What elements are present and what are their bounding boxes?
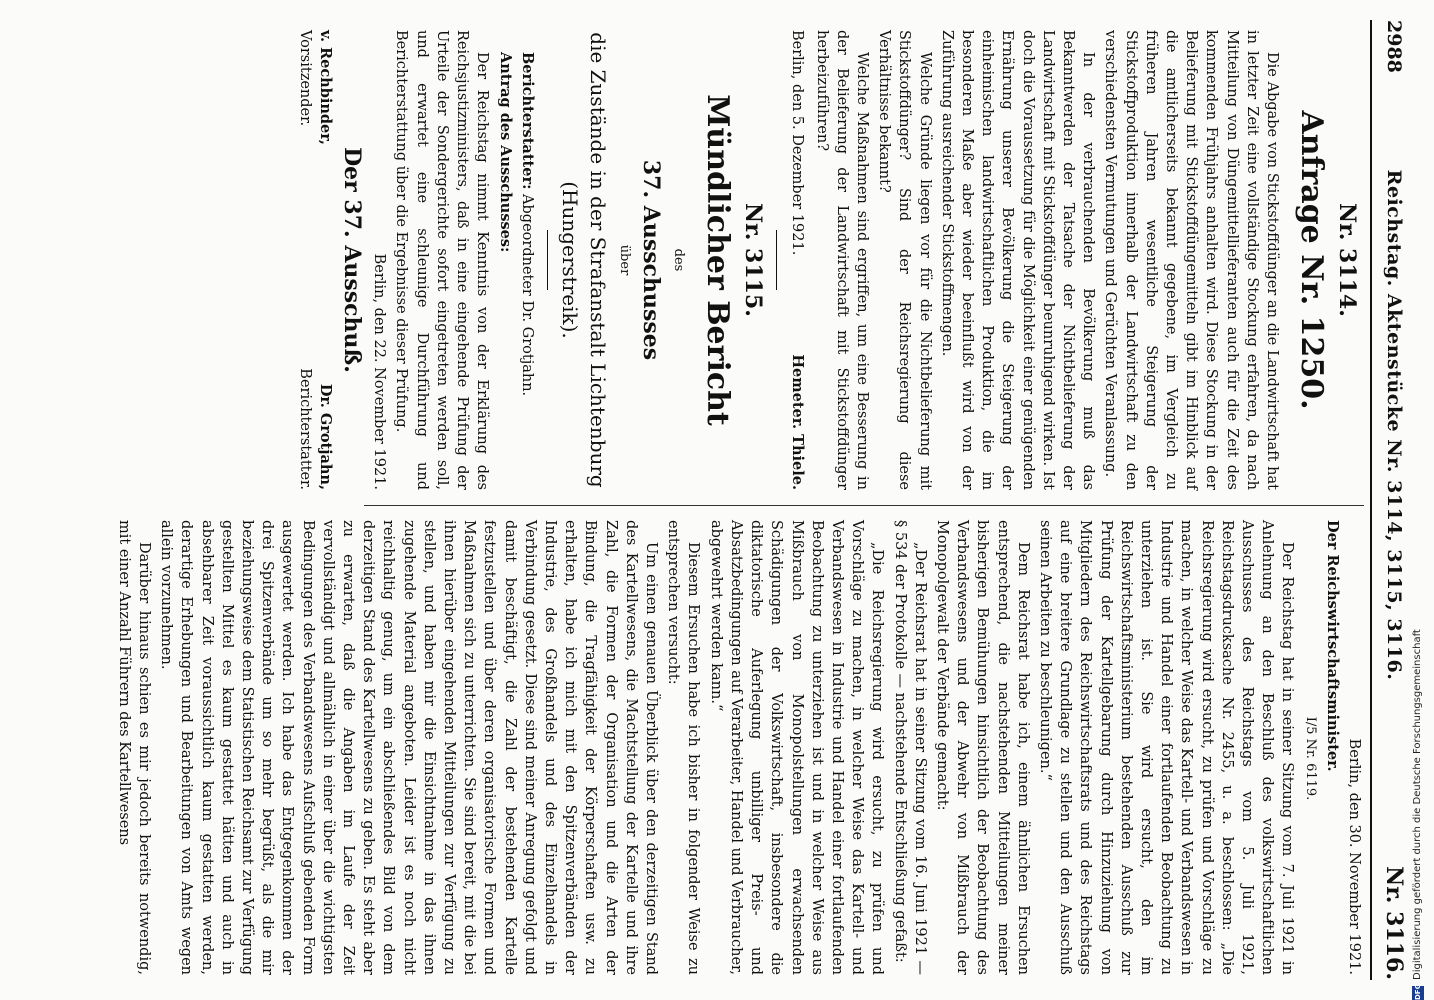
- doc2-rapporteur-label: Berichterstatter:: [518, 52, 536, 190]
- doc2-ueber: über: [616, 244, 632, 276]
- header-rule: [1370, 20, 1372, 980]
- doc2-des: des: [671, 248, 687, 272]
- separator-rule: [547, 230, 548, 290]
- doc2-chair-name: v. Rechbinder,: [317, 30, 335, 145]
- doc1-date: Berlin, den 5. Dezember 1921.: [789, 30, 806, 256]
- page-number: 2988: [1383, 20, 1405, 73]
- right-column: [112, 520, 1364, 975]
- doc2-rapporteur-line: [517, 30, 537, 490]
- left-column: [291, 30, 1364, 490]
- doc1-signatories: Hemeter. Thiele.: [789, 354, 807, 490]
- doc2-rapporteur: Abgeordneter Dr. Grotjahn.: [518, 194, 535, 397]
- doc3-date: Berlin, den 30. November 1921.: [1346, 738, 1362, 975]
- doc2-chair-role: Vorsitzender.: [296, 30, 313, 127]
- doc2-signatures: [295, 30, 335, 490]
- doc2-title: Mündlicher Bericht: [700, 94, 736, 426]
- doc3-number: Nr. 3116.: [1381, 866, 1407, 980]
- doc3-paragraph: Um einen genauen Überblick über den derzeitigen Stand des Kartellwesens, die Machtstellung der Kartelle und ihre Zahl, die Formen der Organisation und die Arten der Bindung, die Tragfähigkeit der Körperschaften usw. zu erhalten, habe ich mich mit den Spitzenverbänden der Industrie, des Großhandels und des Einzelhandels in Verbindung gesetzt. Diese sind meiner Anregung gefolgt und damit beschäftigt, die Zahl der bestehenden Kartelle festzustellen und über deren organisatorische Formen und Maßnahmen sich zu unterrichten. Sie sind bereit, mit die bei ihnen hierüber eingehenden Mitteilungen zur Verfügung zu stellen, und haben mir die Einsichtnahme in das ihnen zugehende Material angeboten. Leider ist es noch nicht reichhaltig genug, um ein abschließendes Bild von dem derzeitigen Stand des Kartellwesens zu geben. Es steht aber zu erwarten, daß die Angaben im Laufe der Zeit vervollständigt und allmählich in einer über die wichtigsten Bedingungen des Verbandswesens Aufschluß gebenden Form ausgewertet werden. Ich habe das Entgegenkommen der drei Spitzenverbände um so mehr begrüßt, als die mir beziehungsweise dem Statistischen Reichsamt zur Verfügung gestellten Mittel es kaum gestattet hätten und auch in absehbarer Zeit voraussichtlich kaum gestatten werden, derartige Erhebungen und Bearbeitungen von Amts wegen allein vorzunehmen.: [158, 520, 660, 975]
- dfg-logo: DFG: [1414, 983, 1422, 1000]
- doc2-committee: 37. Ausschusses: [637, 159, 664, 361]
- doc1-paragraph: In der verbrauchenden Bevölkerung muß das Bekanntwerden der Tatsache der Nichtbelieferung der Landwirtschaft mit Stickstoffdünger beunruhigend wirken. Ist doch die Voraussetzung für die Möglichkeit einer genügenden Ernährung unserer Bevölkerung die Steigerung der einheimischen landwirtschaftlichen Produktion, die im besonderen Maße aber wieder beeinflußt wird von der Zuführung ausreichender Stickstoffmengen.: [938, 30, 1097, 490]
- doc2-rapporteur-role: Berichterstatter.: [296, 368, 313, 490]
- separator-rule: [776, 230, 777, 290]
- doc2-committee-signature: Der 37. Ausschuß.: [339, 147, 366, 373]
- doc2-date: Berlin, den 22. November 1921.: [371, 253, 388, 490]
- doc1-paragraph: Die Abgabe von Stickstoffdünger an die Landwirtschaft hat in letzter Zeit eine vollständige Stockung erfahren, da nach Mitteilung von Düngemittellieferanten auch für die Zeit des kommenden Frühjahrs anhalten wird. Diese Stockung in der Belieferung mit Stickstoffdüngemitteln gibt im Hinblick auf die amtlicherseits bekannt gegebene, im Vergleich zu früheren Jahren wesentliche Steigerung der Stickstoffproduktion innerhalb der Landwirtschaft zu den verschiedensten Vermutungen und Gerüchten Veranlassung.: [1102, 30, 1280, 490]
- digitization-credit: [1408, 440, 1428, 1000]
- doc2-subject: die Zustände in der Strafanstalt Lichtenburg: [585, 32, 610, 488]
- doc3-reference: I/5 Nr. 6119.: [1302, 716, 1318, 801]
- doc3-paragraph: Diesem Ersuchen habe ich bisher in folgender Weise zu entsprechen versucht:: [665, 520, 702, 975]
- doc3-addressee: Der Reichswirtschaftsminister.: [1323, 520, 1341, 772]
- doc1-paragraph: Welche Maßnahmen sind ergriffen, um eine Besserung in der Belieferung der Landwirtschaft mit Stickstoffdünger herbeizuführen?: [813, 30, 870, 490]
- doc1-signature-row: [787, 30, 807, 490]
- doc3-paragraph: Der Reichstag hat in seiner Sitzung vom 7. Juli 1921 in Anlehnung an den Beschluß des volkswirtschaftlichen Ausschusses des Reichstags vom 5. Juli 1921, Reichstagsdrucksache Nr. 2455, u. a. beschlossen: „Die Reichsregierung wird ersucht, zu prüfen und Vorschläge zu machen, in welcher Weise das Kartell- und Verbandswesen in Industrie und Handel einer fortlaufenden Beobachtung zu unterziehen ist. Sie wird ersucht, den im Reichswirtschaftsministerium bestehenden Ausschuß zur Prüfung der Kartellgebarung durch Hinzuziehung von Mitgliedern des Reichswirtschaftsrats und des Reichstags auf eine breitere Grundlage zu stellen und den Ausschuß seinen Arbeiten zu beschleunigen.“: [1036, 520, 1296, 975]
- doc2-number: Nr. 3115.: [740, 203, 767, 317]
- running-title: Reichstag. Aktenstücke Nr. 3114, 3115, 3116.: [1383, 169, 1405, 681]
- digitization-credit-text: Digitalisierung gefördert durch die Deutsche Forschungsgemeinschaft: [1412, 629, 1423, 980]
- doc3-quote: „Die Reichsregierung wird ersucht, zu prüfen und Vorschläge zu machen, in welcher Weise das Kartell- und Verbandswesen in Industrie und Handel einer fortlaufenden Beobachtung zu unterziehen ist und in welcher Weise aus Mißbrauch von Monopolstellungen erwachsenden Schädigungen der Volkswirtschaft, insbesondere die diktatorische Auferlegung unbilliger Preis- und Absatzbedingungen auf Verarbeiter, Handel und Verbraucher, abgewehrt werden kann.“: [707, 520, 886, 975]
- column-divider: [364, 505, 1364, 506]
- doc3-paragraph: Darüber hinaus schien es mir jedoch bereits notwendig, mit einer Anzahl Führern des Kartellwesens: [115, 520, 153, 975]
- doc2-rapporteur-name: Dr. Grotjahn,: [317, 383, 335, 490]
- doc2-motion: Der Reichstag nimmt Kenntnis von der Erklärung des Reichsjustizministers, daß in eine eingehende Prüfung der Urteile der Sondergerichte sofort eingetreten werden soll, und erwartet eine schleunige Durchführung und Berichterstattung über die Ergebnisse dieser Prüfung.: [393, 30, 491, 490]
- doc1-title: Anfrage Nr. 1250.: [1294, 110, 1329, 410]
- doc1-number: Nr. 3114.: [1334, 203, 1360, 317]
- doc1-paragraph: Welche Gründe liegen vor für die Nichtbelieferung mit Stickstoffdünger? Sind der Reichsregierung diese Verhältnisse bekannt?: [876, 30, 933, 490]
- doc2-motion-label: Antrag des Ausschusses:: [496, 52, 514, 253]
- doc3-paragraph: Dem Reichsrat habe ich, einem ähnlichen Ersuchen entsprechend, die nachstehenden Mitteilungen meiner bisherigen Bemühungen hinsichtlich der Beobachtung des Verbandswesens und der Abwehr von Mißbrauch der Monopolgewalt der Verbände gemacht:: [933, 520, 1031, 975]
- doc3-paragraph: „Der Reichsrat hat in seiner Sitzung vom 16. Juni 1921 — § 534 der Protokolle — nachstehende Entschließung gefaßt:: [891, 520, 928, 975]
- doc2-subject-sub: (Hungerstreik).: [557, 181, 582, 339]
